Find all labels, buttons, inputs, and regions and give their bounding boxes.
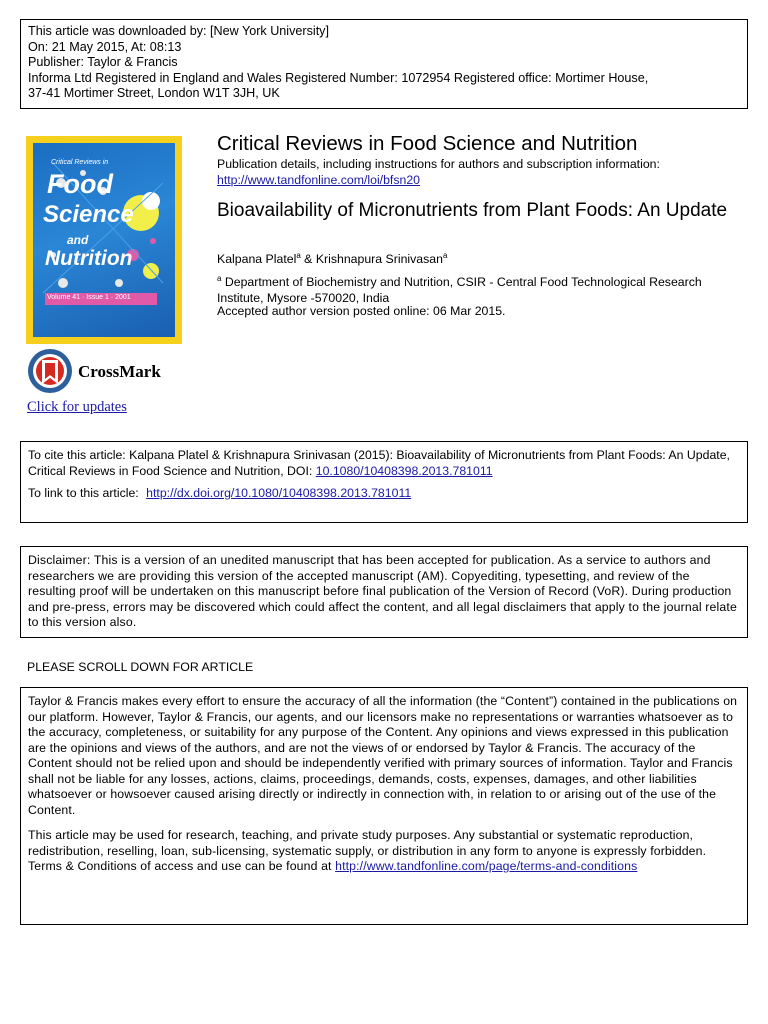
journal-url-link[interactable]: http://www.tandfonline.com/loi/bfsn20 [217,173,421,187]
cover-title-nutrition: Nutrition [45,247,133,270]
link-paragraph [28,486,740,502]
terms-box [20,687,748,925]
cover-artwork [33,143,175,337]
journal-cover-image [26,136,182,344]
cover-title-food: Food [47,169,113,199]
journal-title: Critical Reviews in Food Science and Nutrition [217,132,638,155]
scroll-down-notice: PLEASE SCROLL DOWN FOR ARTICLE [27,660,254,674]
cover-volume: Volume 41 · Issue 1 · 2001 [47,294,131,301]
doi-link[interactable]: 10.1080/10408398.2013.781011 [315,463,493,478]
cover-title-and: and [67,233,89,247]
crossmark-label[interactable]: CrossMark [78,362,161,381]
citation-box [20,441,748,523]
authors: Kalpana Platel$^a$ & Krishnapura Srinivasan$^a$ [217,251,448,267]
cover-title-science: Science [43,201,134,228]
accepted-date: Accepted author version posted online: 06 Mar 2015. [217,304,506,318]
affiliation-marker: a [442,251,448,260]
cite-text: To cite this article: Kalpana Platel & Krishnapura Srinivasan (2015): Bioavailability of Micronutrients from Plant Foods: An Update, Critical Reviews in Food Science and Nutrition, DOI: [28,448,730,478]
disclaimer-text: This is a version of an unedited manuscript that has been accepted for publication. As a service to authors and researchers we are providing this version of the accepted manuscript (AM). Copyediting, typesetting, and review of the resulting proof will be undertaken on this manuscript before final publication of the Version of Record (VoR). During production and pre-press, errors may be discovered which could affect the content, and all legal disclaimers that apply to the journal relate to this version also. [28,553,737,629]
download-line: 37-41 Mortimer Street, London W1T 3JH, UK [28,86,280,100]
download-line: Informa Ltd Registered in England and Wales Registered Number: 1072954 Registered office: Mortimer House, [28,70,649,85]
terms-paragraph-1: Taylor & Francis makes every effort to ensure the accuracy of all the information (the “Content”) contained in the publications on our platform. However, Taylor & Francis, our agents, and our licensors make no representations or warranties whatsoever as to the accuracy, completeness, or suitability for any purpose of the Content. Any opinions and views expressed in this publication are the opinions and views of the authors, and are not the views of or endorsed by Taylor & Francis. The accuracy of the Content should not be relied upon and should be independently verified with primary sources of information. Taylor and Francis shall not be liable for any losses, actions, claims, proceedings, demands, costs, expenses, damages, and other liabilities whatsoever or howsoever caused arising directly or indirectly in connection with, in relation to or arising out of the use of the Content. [28,694,738,817]
affiliation [217,271,737,306]
author-name: Kalpana Platel [217,252,297,267]
disclaimer-paragraph [28,553,740,631]
download-info-box [20,19,748,109]
disclaimer-label: Disclaimer: [28,553,91,567]
disclaimer-box [20,546,748,638]
download-line: This article was downloaded by: [New York University] [28,24,329,38]
link-label: To link to this article: [28,486,139,500]
cite-paragraph [28,448,740,479]
terms-paragraph-2 [28,828,740,875]
affiliation-text: Department of Biochemistry and Nutrition, CSIR - Central Food Technological Research Institute, Mysore -570020, India [217,275,702,305]
download-line: Publisher: Taylor & Francis [28,55,178,69]
affiliation-marker: a [296,251,301,260]
article-title: Bioavailability of Micronutrients from Plant Foods: An Update [217,200,728,221]
terms-paragraph-2-text: This article may be used for research, teaching, and private study purposes. Any substantial or systematic reproduction, redistribution, reselling, loan, sub-licensing, systematic supply, or distribution in any form to anyone is expressly forbidden. Terms & Conditions of access and use can be found at [28,828,707,873]
author-name: Krishnapura Srinivasan [315,252,443,267]
terms-and-conditions-link[interactable]: http://www.tandfonline.com/page/terms-and-conditions [335,859,638,873]
click-for-updates-link[interactable]: Click for updates [27,399,127,415]
publication-details: Publication details, including instructions for authors and subscription information: [217,157,660,171]
article-doi-url-link[interactable]: http://dx.doi.org/10.1080/10408398.2013.781011 [146,486,412,500]
affiliation-marker: a [217,274,222,283]
cover-small-header: Critical Reviews in [51,159,109,166]
download-line: On: 21 May 2015, At: 08:13 [28,39,182,54]
